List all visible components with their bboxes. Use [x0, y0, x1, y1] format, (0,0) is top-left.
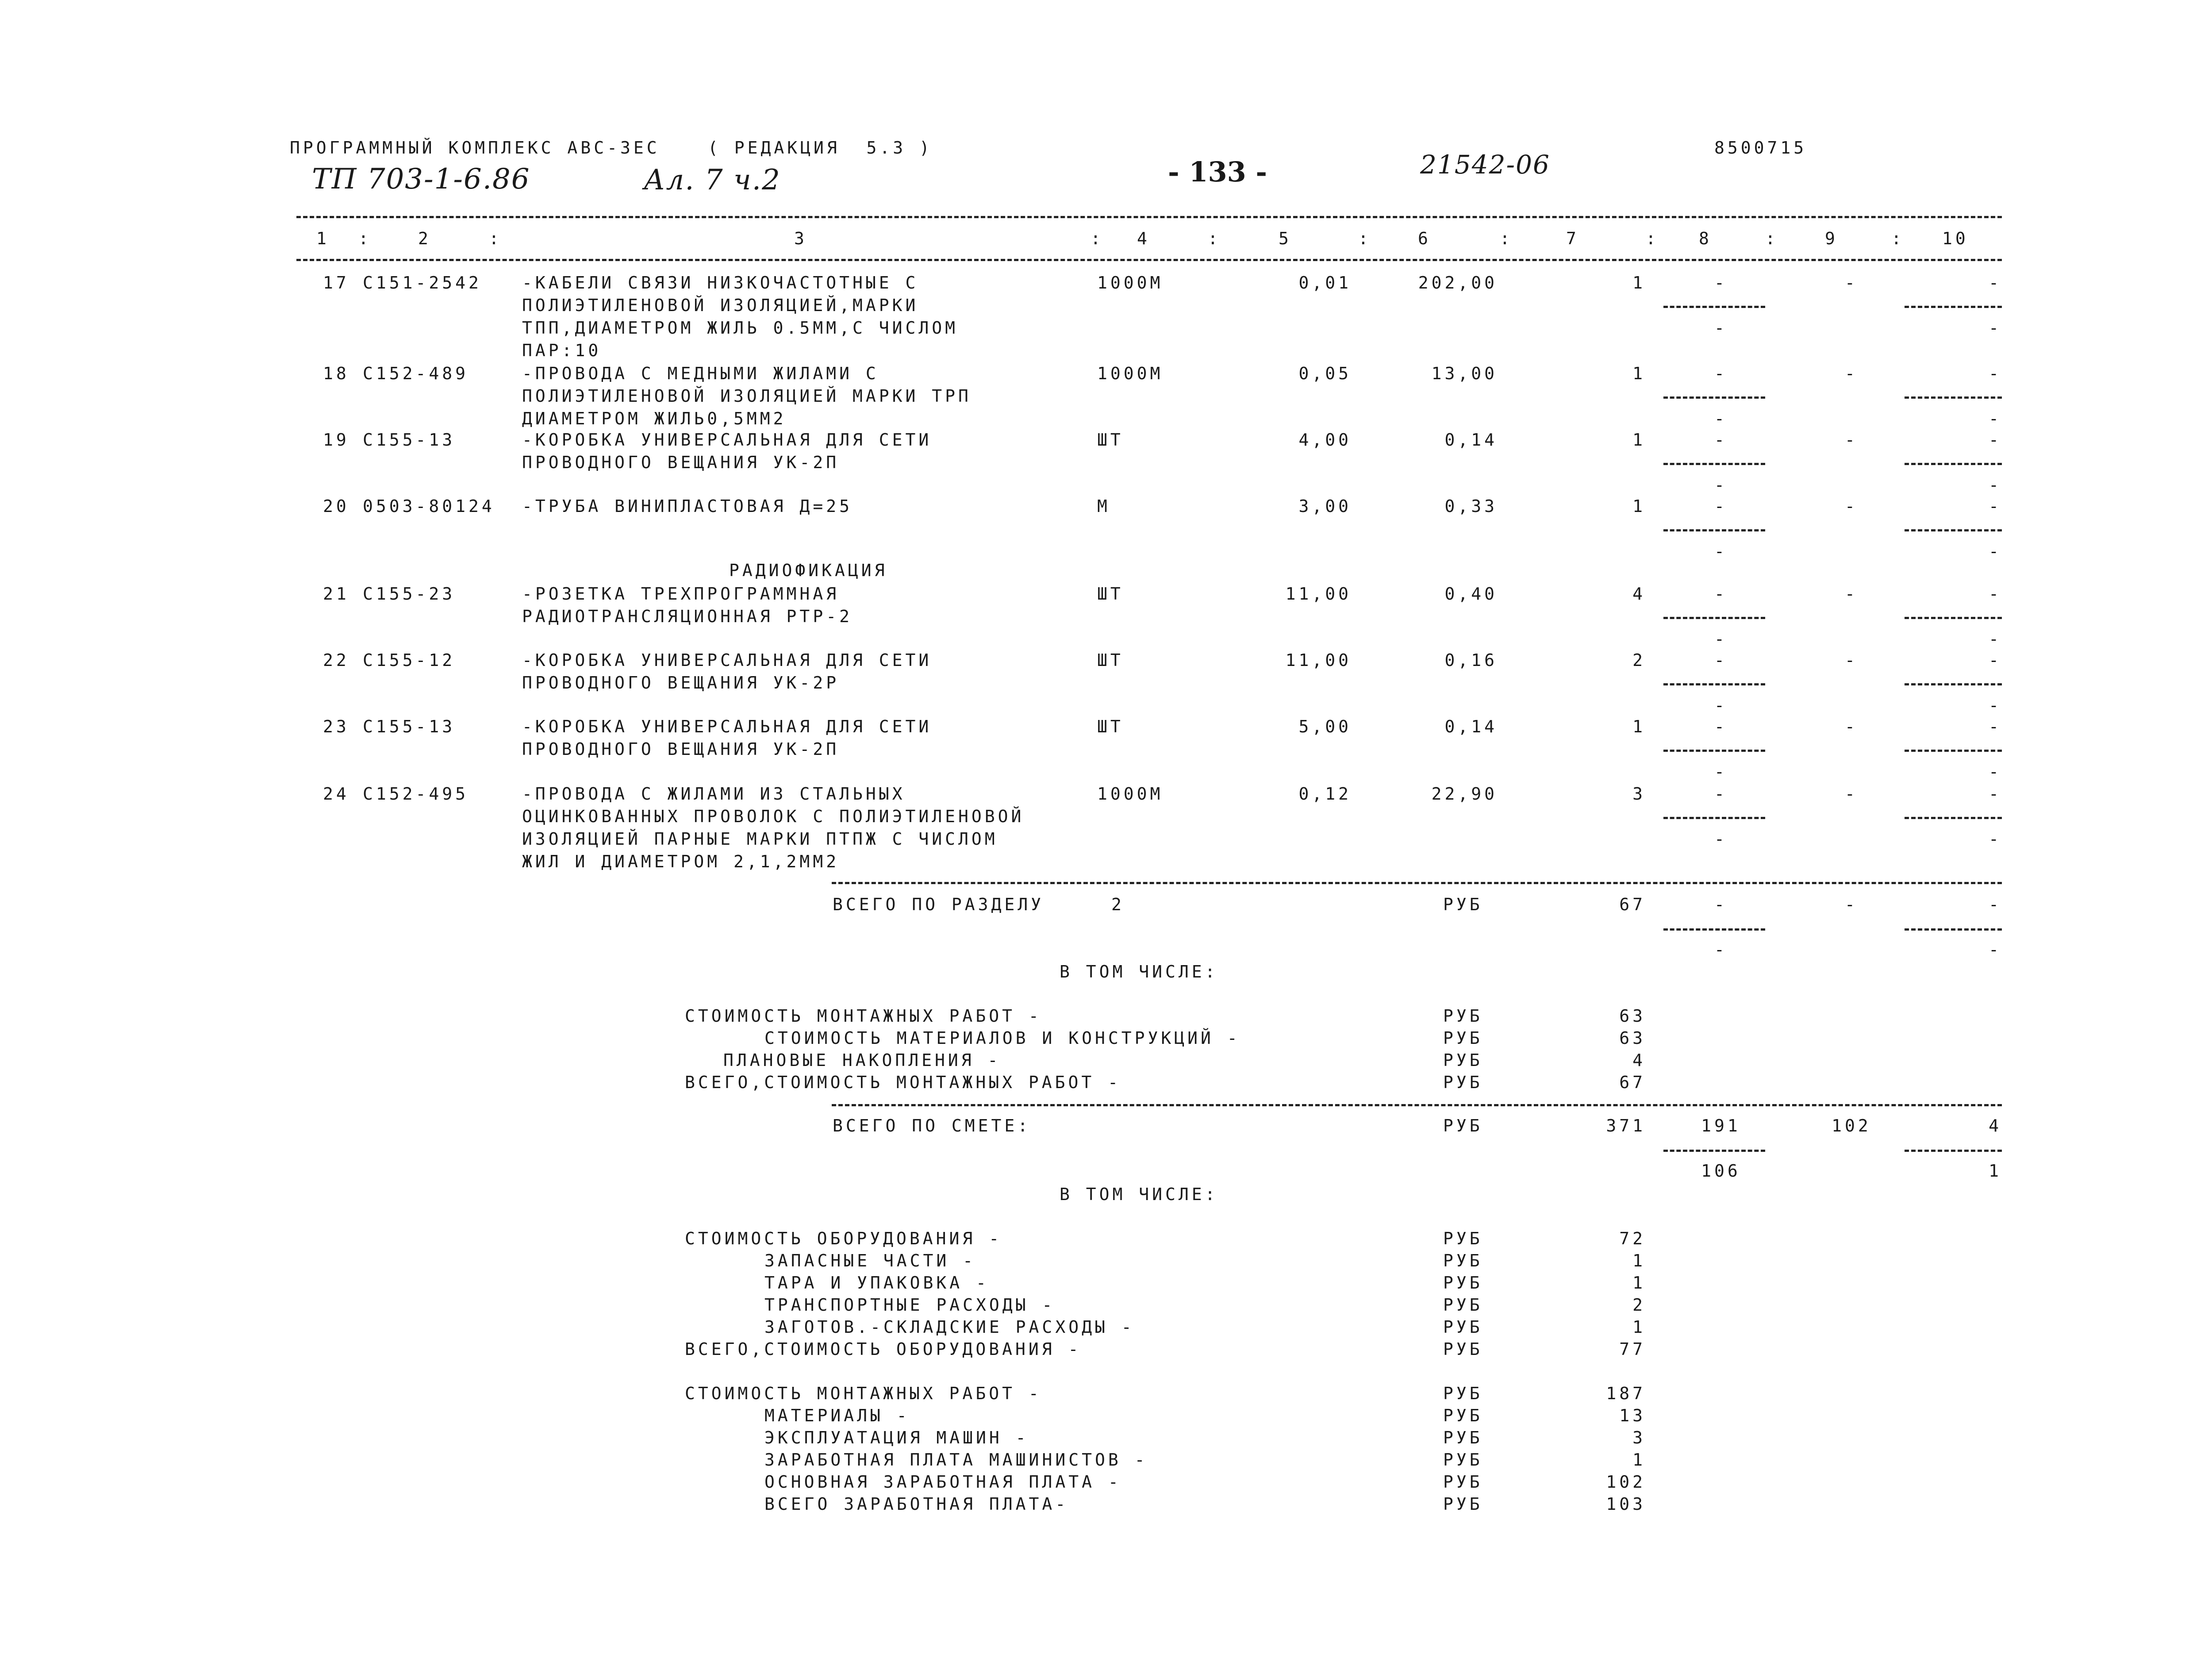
row-c10b: -	[1989, 829, 2002, 849]
row-name-line: -ПРОВОДА С МЕДНЫМИ ЖИЛАМИ С	[522, 364, 879, 383]
row-price: 0,40	[1444, 584, 1498, 604]
estimate-total-c10b: 1	[1989, 1161, 2002, 1181]
breakdown-unit: РУБ	[1443, 1028, 1483, 1048]
works-value: 1	[1632, 1450, 1646, 1470]
row-code: 0503-80124	[363, 496, 495, 516]
row-c8-rule	[1663, 396, 1765, 399]
equipment-value: 77	[1619, 1339, 1646, 1359]
row-number: 24	[323, 784, 349, 804]
row-name-line: ЖИЛ И ДИАМЕТРОМ 2,1,2ММ2	[522, 852, 840, 871]
equipment-value: 1	[1632, 1251, 1646, 1270]
row-number: 23	[323, 717, 349, 736]
row-name-line: ОЦИНКОВАННЫХ ПРОВОЛОК С ПОЛИЭТИЛЕНОВОЙ	[522, 807, 1025, 826]
row-number: 20	[323, 496, 349, 516]
column-header: 2	[418, 229, 431, 248]
estimate-breakdown-heading: В ТОМ ЧИСЛЕ:	[1060, 1185, 1218, 1204]
row-c8: -	[1714, 430, 1728, 450]
works-label: ОСНОВНАЯ ЗАРАБОТНАЯ ПЛАТА -	[764, 1472, 1121, 1492]
row-c8b: -	[1714, 829, 1728, 849]
row-code: С155-12	[363, 650, 456, 670]
row-c10b: -	[1989, 629, 2002, 649]
row-c10: -	[1989, 273, 2002, 292]
equipment-label: ЗАПАСНЫЕ ЧАСТИ -	[764, 1251, 976, 1270]
row-c10b: -	[1989, 696, 2002, 715]
section-total-c10b: -	[1989, 940, 2002, 959]
row-c10-rule	[1905, 683, 2002, 685]
row-c10: -	[1989, 584, 2002, 604]
works-unit: РУБ	[1443, 1494, 1483, 1514]
row-c10-rule	[1905, 529, 2002, 531]
section-total-c10: -	[1989, 895, 2002, 914]
works-label: ЭКСПЛУАТАЦИЯ МАШИН -	[764, 1428, 1029, 1447]
row-c10-rule	[1905, 750, 2002, 752]
row-c10-rule	[1905, 396, 2002, 399]
row-number: 18	[323, 364, 349, 383]
works-label: МАТЕРИАЛЫ -	[764, 1406, 910, 1425]
breakdown-label: ПЛАНОВЫЕ НАКОПЛЕНИЯ -	[723, 1051, 1001, 1070]
estimate-total-c9: 102	[1832, 1116, 1871, 1135]
row-c9: -	[1845, 717, 1858, 736]
program-title: ПРОГРАММНЫЙ КОМПЛЕКС АВС-ЗЕС	[290, 138, 660, 158]
equipment-unit: РУБ	[1443, 1339, 1483, 1359]
works-value: 13	[1619, 1406, 1646, 1425]
row-price: 0,14	[1444, 430, 1498, 450]
column-separator: :	[1500, 229, 1513, 248]
breakdown-value: 4	[1632, 1051, 1646, 1070]
row-c10b: -	[1989, 762, 2002, 781]
row-c8-rule	[1663, 817, 1765, 819]
column-separator: :	[1358, 229, 1371, 248]
estimate-total-unit: РУБ	[1443, 1116, 1483, 1135]
equipment-unit: РУБ	[1443, 1229, 1483, 1248]
column-header: 4	[1137, 229, 1150, 248]
row-name-line: ИЗОЛЯЦИЕЙ ПАРНЫЕ МАРКИ ПТПЖ С ЧИСЛОМ	[522, 829, 998, 849]
row-name-line: ТПП,ДИАМЕТРОМ ЖИЛЬ 0.5ММ,С ЧИСЛОМ	[522, 318, 958, 338]
column-separator: :	[1765, 229, 1778, 248]
row-c8: -	[1714, 584, 1728, 604]
breakdown-value: 63	[1619, 1006, 1646, 1026]
row-number: 17	[323, 273, 349, 292]
row-c10: -	[1989, 717, 2002, 736]
equipment-unit: РУБ	[1443, 1317, 1483, 1337]
row-total: 3	[1632, 784, 1646, 804]
works-unit: РУБ	[1443, 1472, 1483, 1492]
row-total: 4	[1632, 584, 1646, 604]
row-name-line: -КОРОБКА УНИВЕРСАЛЬНАЯ ДЛЯ СЕТИ	[522, 430, 932, 450]
row-unit: 1000М	[1097, 784, 1164, 804]
equipment-label: ВСЕГО,СТОИМОСТЬ ОБОРУДОВАНИЯ -	[685, 1339, 1082, 1359]
row-qty: 0,12	[1298, 784, 1352, 804]
works-unit: РУБ	[1443, 1428, 1483, 1447]
inventory-number: 21542-06	[1420, 150, 1550, 180]
works-value: 187	[1606, 1384, 1646, 1403]
row-c10-rule	[1905, 817, 2002, 819]
breakdown-value: 67	[1619, 1073, 1646, 1092]
section-total-rule	[832, 882, 2002, 884]
row-number: 19	[323, 430, 349, 450]
row-qty: 5,00	[1298, 717, 1352, 736]
header-rule-bottom	[296, 259, 2002, 261]
row-c8b: -	[1714, 475, 1728, 495]
row-unit: ШТ	[1097, 650, 1124, 670]
row-qty: 11,00	[1285, 650, 1352, 670]
column-separator: :	[358, 229, 372, 248]
row-name-line: ПРОВОДНОГО ВЕЩАНИЯ УК-2П	[522, 453, 840, 472]
row-c8: -	[1714, 364, 1728, 383]
row-qty: 11,00	[1285, 584, 1352, 604]
row-c10: -	[1989, 650, 2002, 670]
works-value: 103	[1606, 1494, 1646, 1514]
column-header: 7	[1566, 229, 1579, 248]
row-code: С152-489	[363, 364, 469, 383]
column-header: 8	[1699, 229, 1712, 248]
row-price: 22,90	[1431, 784, 1498, 804]
column-header: 6	[1418, 229, 1431, 248]
row-price: 202,00	[1418, 273, 1498, 292]
equipment-label: ТРАНСПОРТНЫЕ РАСХОДЫ -	[764, 1295, 1056, 1315]
row-total: 1	[1632, 273, 1646, 292]
works-unit: РУБ	[1443, 1406, 1483, 1425]
row-name-line: ДИАМЕТРОМ ЖИЛЬ0,5ММ2	[522, 409, 787, 428]
works-label: ЗАРАБОТНАЯ ПЛАТА МАШИНИСТОВ -	[764, 1450, 1148, 1470]
column-separator: :	[1891, 229, 1905, 248]
row-qty: 0,01	[1298, 273, 1352, 292]
column-header: 1	[316, 229, 330, 248]
equipment-unit: РУБ	[1443, 1273, 1483, 1293]
column-header: 5	[1279, 229, 1292, 248]
estimate-total-rule	[832, 1104, 2002, 1106]
row-total: 1	[1632, 364, 1646, 383]
project-code: ТП 703-1-6.86	[312, 163, 530, 196]
row-name-line: -РОЗЕТКА ТРЕХПРОГРАММНАЯ	[522, 584, 840, 604]
row-c10: -	[1989, 496, 2002, 516]
equipment-value: 72	[1619, 1229, 1646, 1248]
section-total-number: 2	[1111, 895, 1125, 914]
row-c8b: -	[1714, 762, 1728, 781]
row-number: 22	[323, 650, 349, 670]
row-c10: -	[1989, 784, 2002, 804]
row-price: 0,16	[1444, 650, 1498, 670]
row-c8b: -	[1714, 318, 1728, 338]
row-c8: -	[1714, 784, 1728, 804]
row-name-line: ПРОВОДНОГО ВЕЩАНИЯ УК-2Р	[522, 673, 840, 693]
row-total: 1	[1632, 496, 1646, 516]
section-total-c10-rule	[1905, 928, 2002, 931]
doc-code: 8500715	[1714, 138, 1807, 158]
row-c8-rule	[1663, 683, 1765, 685]
row-c8b: -	[1714, 629, 1728, 649]
row-c9: -	[1845, 430, 1858, 450]
section-total-c8: -	[1714, 895, 1728, 914]
row-qty: 3,00	[1298, 496, 1352, 516]
row-c8-rule	[1663, 306, 1765, 308]
row-name-line: ПРОВОДНОГО ВЕЩАНИЯ УК-2П	[522, 739, 840, 759]
row-unit: М	[1097, 496, 1110, 516]
row-c8-rule	[1663, 750, 1765, 752]
row-unit: 1000М	[1097, 364, 1164, 383]
works-value: 3	[1632, 1428, 1646, 1447]
row-qty: 4,00	[1298, 430, 1352, 450]
row-c8b: -	[1714, 409, 1728, 428]
row-c8b: -	[1714, 542, 1728, 561]
breakdown-label: СТОИМОСТЬ МАТЕРИАЛОВ И КОНСТРУКЦИЙ -	[764, 1028, 1240, 1048]
works-label: СТОИМОСТЬ МОНТАЖНЫХ РАБОТ -	[685, 1384, 1042, 1403]
row-unit: 1000М	[1097, 273, 1164, 292]
row-code: С152-495	[363, 784, 469, 804]
equipment-value: 2	[1632, 1295, 1646, 1315]
row-total: 1	[1632, 430, 1646, 450]
column-header: 3	[794, 229, 807, 248]
row-c9: -	[1845, 784, 1858, 804]
equipment-unit: РУБ	[1443, 1295, 1483, 1315]
row-c10-rule	[1905, 617, 2002, 619]
section-total-label: ВСЕГО ПО РАЗДЕЛУ	[833, 895, 1045, 914]
row-c8: -	[1714, 650, 1728, 670]
row-c8: -	[1714, 496, 1728, 516]
section-total-c9: -	[1845, 895, 1858, 914]
estimate-total-c8: 191	[1701, 1116, 1741, 1135]
row-c10-rule	[1905, 306, 2002, 308]
breakdown-unit: РУБ	[1443, 1073, 1483, 1092]
row-c8b: -	[1714, 696, 1728, 715]
estimate-total-label: ВСЕГО ПО СМЕТЕ:	[833, 1116, 1031, 1135]
row-c10: -	[1989, 364, 2002, 383]
row-name-line: -КАБЕЛИ СВЯЗИ НИЗКОЧАСТОТНЫЕ С	[522, 273, 919, 292]
page-number: - 133 -	[1168, 156, 1267, 188]
row-c9: -	[1845, 496, 1858, 516]
section-breakdown-heading: В ТОМ ЧИСЛЕ:	[1060, 962, 1218, 981]
row-number: 21	[323, 584, 349, 604]
row-name-line: -ТРУБА ВИНИПЛАСТОВАЯ Д=25	[522, 496, 853, 516]
row-unit: ШТ	[1097, 584, 1124, 604]
row-code: С155-13	[363, 717, 456, 736]
row-code: С155-13	[363, 430, 456, 450]
row-c8-rule	[1663, 617, 1765, 619]
section-total-value: 67	[1619, 895, 1646, 914]
row-name-line: ПОЛИЭТИЛЕНОВОЙ ИЗОЛЯЦИЕЙ МАРКИ ТРП	[522, 386, 972, 406]
equipment-label: ТАРА И УПАКОВКА -	[764, 1273, 989, 1293]
row-name-line: -ПРОВОДА С ЖИЛАМИ ИЗ СТАЛЬНЫХ	[522, 784, 906, 804]
row-c8-rule	[1663, 529, 1765, 531]
row-c8: -	[1714, 717, 1728, 736]
column-separator: :	[1208, 229, 1221, 248]
section-total-c8-rule	[1663, 928, 1765, 931]
row-c9: -	[1845, 273, 1858, 292]
breakdown-label: ВСЕГО,СТОИМОСТЬ МОНТАЖНЫХ РАБОТ -	[685, 1073, 1121, 1092]
equipment-value: 1	[1632, 1273, 1646, 1293]
estimate-total-c8-rule	[1663, 1150, 1765, 1152]
column-separator: :	[489, 229, 502, 248]
row-unit: ШТ	[1097, 430, 1124, 450]
row-c10b: -	[1989, 542, 2002, 561]
row-c10b: -	[1989, 318, 2002, 338]
row-c9: -	[1845, 364, 1858, 383]
row-c8: -	[1714, 273, 1728, 292]
equipment-value: 1	[1632, 1317, 1646, 1337]
works-unit: РУБ	[1443, 1384, 1483, 1403]
column-separator: :	[1091, 229, 1104, 248]
equipment-unit: РУБ	[1443, 1251, 1483, 1270]
column-header: 10	[1942, 229, 1969, 248]
row-c10b: -	[1989, 475, 2002, 495]
section-total-c8b: -	[1714, 940, 1728, 959]
breakdown-label: СТОИМОСТЬ МОНТАЖНЫХ РАБОТ -	[685, 1006, 1042, 1026]
row-c10-rule	[1905, 463, 2002, 465]
row-price: 0,14	[1444, 717, 1498, 736]
header-rule-top	[296, 216, 2002, 218]
row-code: С151-2542	[363, 273, 482, 292]
edition-label: ( РЕДАКЦИЯ 5.3 )	[708, 138, 933, 158]
estimate-total-c10-rule	[1905, 1150, 2002, 1152]
row-c9: -	[1845, 584, 1858, 604]
estimate-total-c8b: 106	[1701, 1161, 1741, 1181]
row-name-line: ПОЛИЭТИЛЕНОВОЙ ИЗОЛЯЦИЕЙ,МАРКИ	[522, 296, 919, 315]
breakdown-value: 63	[1619, 1028, 1646, 1048]
row-price: 13,00	[1431, 364, 1498, 383]
estimate-total-c10: 4	[1989, 1116, 2002, 1135]
row-c10: -	[1989, 430, 2002, 450]
row-name-line: ПАР:10	[522, 341, 602, 360]
section-heading: РАДИОФИКАЦИЯ	[729, 561, 888, 580]
breakdown-unit: РУБ	[1443, 1051, 1483, 1070]
row-name-line: -КОРОБКА УНИВЕРСАЛЬНАЯ ДЛЯ СЕТИ	[522, 717, 932, 736]
row-total: 1	[1632, 717, 1646, 736]
works-value: 102	[1606, 1472, 1646, 1492]
column-header: 9	[1825, 229, 1838, 248]
column-separator: :	[1646, 229, 1659, 248]
row-unit: ШТ	[1097, 717, 1124, 736]
section-total-unit: РУБ	[1443, 895, 1483, 914]
row-total: 2	[1632, 650, 1646, 670]
row-c9: -	[1845, 650, 1858, 670]
equipment-label: ЗАГОТОВ.-СКЛАДСКИЕ РАСХОДЫ -	[764, 1317, 1135, 1337]
row-name-line: РАДИОТРАНСЛЯЦИОННАЯ РТР-2	[522, 607, 853, 626]
row-qty: 0,05	[1298, 364, 1352, 383]
breakdown-unit: РУБ	[1443, 1006, 1483, 1026]
row-price: 0,33	[1444, 496, 1498, 516]
estimate-total-value: 371	[1606, 1116, 1646, 1135]
works-unit: РУБ	[1443, 1450, 1483, 1470]
row-c8-rule	[1663, 463, 1765, 465]
works-label: ВСЕГО ЗАРАБОТНАЯ ПЛАТА-	[764, 1494, 1069, 1514]
row-c10b: -	[1989, 409, 2002, 428]
equipment-label: СТОИМОСТЬ ОБОРУДОВАНИЯ -	[685, 1229, 1002, 1248]
row-code: С155-23	[363, 584, 456, 604]
album-label: Ал. 7 ч.2	[644, 164, 781, 196]
row-name-line: -КОРОБКА УНИВЕРСАЛЬНАЯ ДЛЯ СЕТИ	[522, 650, 932, 670]
